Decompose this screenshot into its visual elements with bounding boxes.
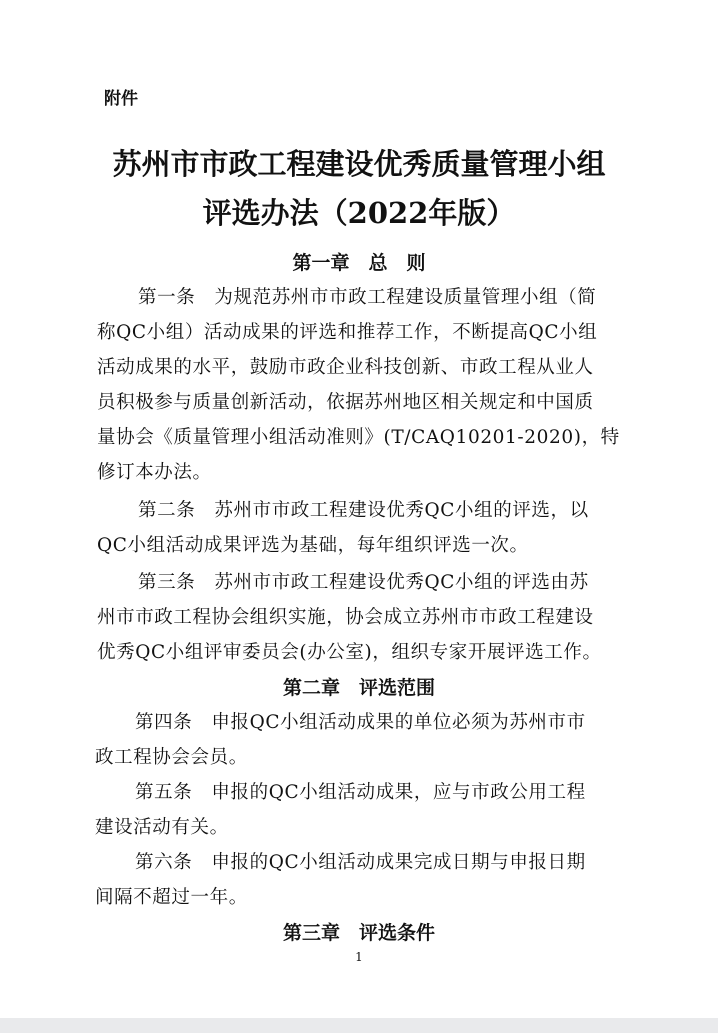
article2-line: QC小组活动成果评选为基础，每年组织评选一次。: [97, 535, 529, 556]
article1-line: 称QC小组）活动成果的评选和推荐工作，不断提高QC小组: [97, 322, 598, 343]
article1-line: 活动成果的水平，鼓励市政企业科技创新、市政工程从业人: [97, 357, 594, 378]
chapter3-heading: 第三章 评选条件: [282, 922, 435, 944]
chapter2-heading: 第二章 评选范围: [282, 677, 435, 699]
article1-line: 员积极参与质量创新活动，依据苏州地区相关规定和中国质: [97, 392, 594, 413]
article5-line: 建设活动有关。: [95, 817, 229, 838]
article5-line: 第五条 申报的QC小组活动成果，应与市政公用工程: [135, 782, 586, 803]
attachment-label: 附件: [104, 89, 138, 109]
page-number: 1: [355, 950, 363, 964]
article2-line: 第二条 苏州市市政工程建设优秀QC小组的评选，以: [138, 500, 589, 521]
article3-line: 第三条 苏州市市政工程建设优秀QC小组的评选由苏: [138, 572, 589, 593]
article3-line: 州市市政工程协会组织实施，协会成立苏州市市政工程建设: [97, 607, 594, 628]
article6-line: 第六条 申报的QC小组活动成果完成日期与申报日期: [135, 852, 586, 873]
article6-line: 间隔不超过一年。: [95, 887, 248, 908]
article4-line: 第四条 申报QC小组活动成果的单位必须为苏州市市: [135, 712, 586, 733]
article1-line: 修订本办法。: [97, 462, 212, 483]
viewer-bottom-band: [0, 1018, 718, 1033]
article3-line: 优秀QC小组评审委员会(办公室)，组织专家开展评选工作。: [97, 642, 602, 663]
chapter1-heading: 第一章 总 则: [292, 252, 426, 274]
document-title-line2: 评选办法（2022年版）: [202, 196, 516, 230]
article1-line: 量协会《质量管理小组活动准则》(T/CAQ10201-2020)，特: [97, 427, 620, 448]
document-title-line1: 苏州市市政工程建设优秀质量管理小组: [112, 147, 606, 181]
article1-line: 第一条 为规范苏州市市政工程建设质量管理小组（简: [138, 287, 597, 308]
article4-line: 政工程协会会员。: [95, 747, 248, 768]
